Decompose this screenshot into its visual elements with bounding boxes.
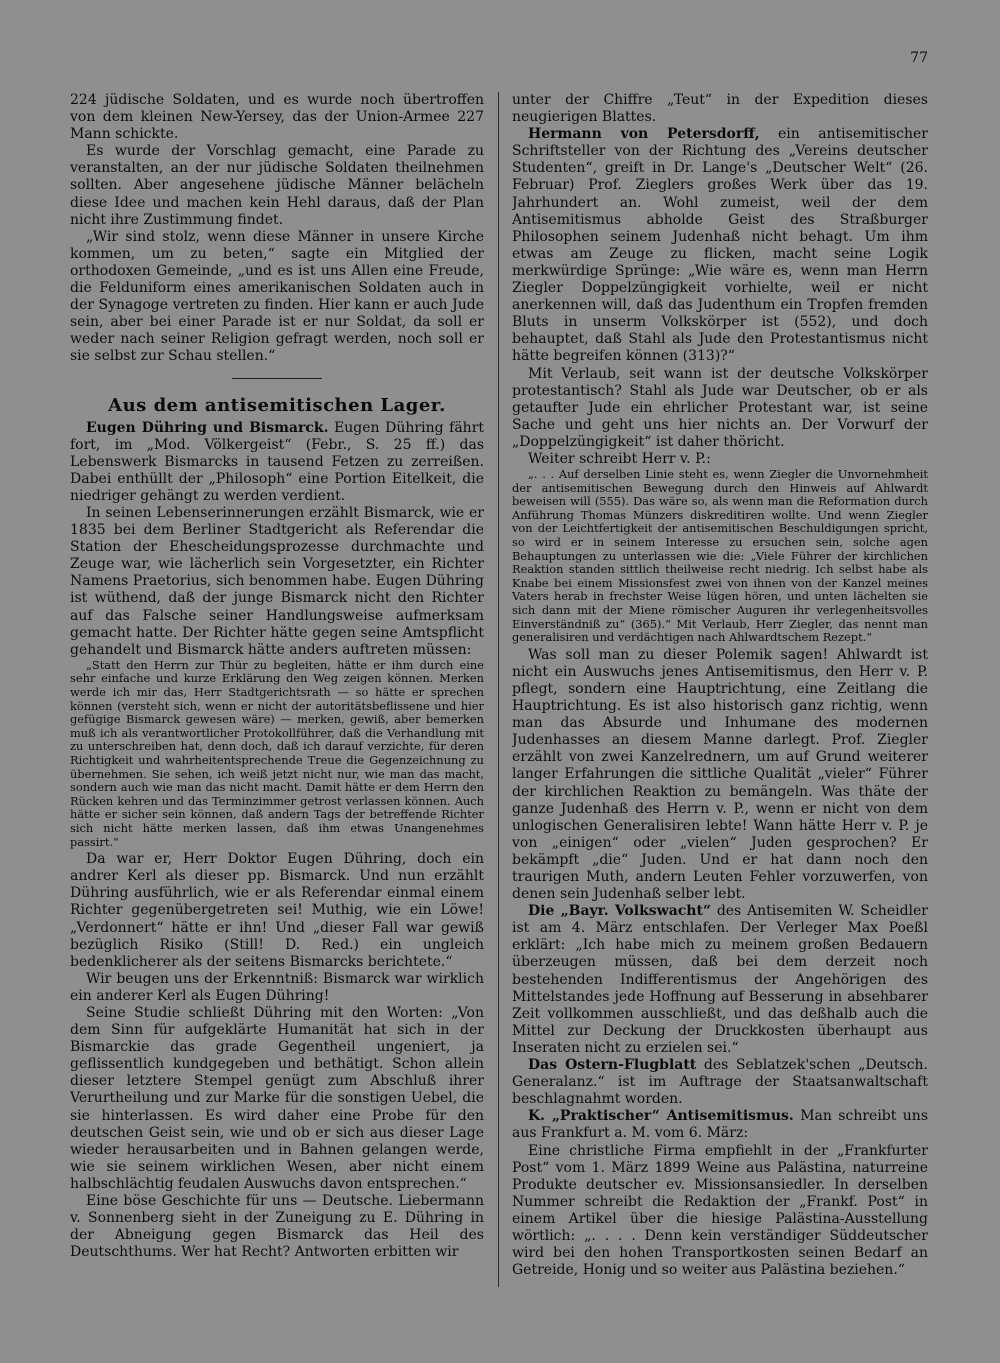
quote-block: „Statt den Herrn zur Thür zu begleiten, hätte er ihm durch eine sehr einfache und kurze Erklärung den Weg zeigen können. Merken werde ich mir das, Herr Stadtgerichtsrath — so hätte er sprechen können (versteht sich, wenn er nicht der autoritätsbeflissene und hier gefügige Bismarck gewesen wäre) — merken, gewiß, aber bemerken muß ich als verantwortlicher Protokollführer, daß die Verhandlung mit zu unterschreiben hat, denn doch, daß ich darauf verzichte, für deren Richtigkeit und wahrheitentsprechende Treue die Gegenzeichnung zu übernehmen. Sie sehen, ich weiß jetzt nicht nur, wie man das macht, sondern auch wie man das nicht macht. Damit hätte er dem Herrn den Rücken kehren und das Terminzimmer getrost verlassen können. Auch hätte er sicher sein können, daß andern Tags der betreffende Richter sich nicht hätte merken lassen, daß ihm etwas Unangenehmes passirt.“ xyxy=(70,657,484,849)
section-title: Aus dem antisemitischen Lager. xyxy=(108,394,446,416)
paragraph: Es wurde der Vorschlag gemacht, eine Parade zu veranstalten, an der nur jüdische Soldaten theilnehmen sollten. Aber angesehene jüdische Männer belächeln diese Idee und machen kein Hehl daraus, daß der Plan nicht ihre Zustimmung findet. xyxy=(70,143,484,228)
paragraph: Eine christliche Firma empfiehlt in der „Frankfurter Post“ vom 1. März 1899 Weine aus Palästina, naturreine Produkte deutscher ev. Missionsansiedler. In derselben Nummer schreibt die Redaktion der „Frankf. Post“ in einem Artikel über die hiesige Palästina-Ausstellung wörtlich: „. . . . Denn kein verständiger Süddeutscher wird bei den hohen Transportkosten seinen Bedarf an Getreide, Honig und so weiter aus Palästina beziehen.“ xyxy=(512,1142,928,1279)
article-lead: Die „Bayr. Volkswacht“ xyxy=(528,903,712,920)
paragraph: In seinen Lebenserinnerungen erzählt Bismarck, wie er 1835 bei dem Berliner Stadtgericht als Referendar die Station der Ehescheidungsprozesse durchmachte und Zeuge war, wie lächerlich sein Vorgesetzter, ein Richter Namens Praetorius, sich benommen habe. Eugen Dühring ist wüthend, daß der junge Bismarck nicht den Richter auf das Falsche seiner Handlungsweise aufmerksam gemacht hatte. Der Richter hätte gegen seine Amtspflicht gehandelt und Bismarck hätte anders auftreten müssen: xyxy=(70,504,484,658)
paragraph: Seine Studie schließt Dühring mit den Worten: „Von dem Sinn für aufgeklärte Humanität hat sich in der Bismarckie das grade Gegentheil ungeniert, ja geflissentlich kundgegeben und bethätigt. Schon allein dieser letztere Stempel genügt zum Abschluß ihrer Verurtheilung und zur Marke für die sonstigen Uebel, die sie hinterlassen. Es wird daher eine Probe für den deutschen Geist sein, wie und ob er sich aus dieser Lage wieder herausarbeiten und in Bahnen gelangen werde, wie sie seinem wirklichen Wesen, aber nicht einem halbschlächtig feudalen Auswuchs davon entsprechen.“ xyxy=(70,1004,484,1192)
paragraph: Das Ostern-Flugblatt des Seblatzek'schen „Deutsch. Generalanz.“ ist im Auftrage der Staatsanwaltschaft beschlagnahmt worden. xyxy=(512,1057,928,1108)
paragraph: 224 jüdische Soldaten, und es wurde noch übertroffen von dem kleinen New-Yersey, das der Union-Armee 227 Mann schickte. xyxy=(70,92,484,143)
column-divider xyxy=(498,92,499,1287)
paragraph: K. „Praktischer“ Antisemitismus. Man schreibt uns aus Frankfurt a. M. vom 6. März: xyxy=(512,1108,928,1142)
paragraph: Eine böse Geschichte für uns — Deutsche. Liebermann v. Sonnenberg sieht in der Zuneigung zu E. Dühring in der Abneigung gegen Bismarck das Heil des Deutschthums. Wer hat Recht? Antworten erbitten wir xyxy=(70,1193,484,1261)
paragraph: Wir beugen uns der Erkenntniß: Bismarck war wirklich ein anderer Kerl als Eugen Dühring! xyxy=(70,970,484,1004)
paragraph: Die „Bayr. Volkswacht“ des Antisemiten W. Scheidler ist am 4. März entschlafen. Der Verleger Max Poeßl erklärt: „Ich habe mich zu meinem großen Bedauern überzeugen müssen, daß bei dem derzeit noch bestehenden Indifferentismus der Angehörigen des Mittelstandes jede Hoffnung auf Besserung in absehbarer Zeit vollkommen ausschließt, und das deßhalb auch die Mittel zur Deckung der Druckkosten überhaupt aus Inseraten nicht zu erzielen sei.“ xyxy=(512,903,928,1056)
quote-block: „. . . Auf derselben Linie steht es, wenn Ziegler die Unvornehmheit der antisemitischen Bewegung durch den Hinweis auf Ahlwardt beweisen will (555). Das wäre so, als wenn man die Reformation durch Anführung Thomas Münzers diskreditiren wollte. Und wenn Ziegler von der Leichtfertigkeit der antisemitischen Beschuldigungen spricht, so wird er in seinem Interesse zu ersuchen sein, solche agen Behauptungen zu unterlassen wie die: „Viele Führer der kirchlichen Reaktion standen sittlich theilweise recht niedrig. Ich selbst habe als Knabe bei einem Missionsfest zwei von ihnen von der Kanzel meines Vaters herab in frechster Weise lügen hören, und unten lächelten sie sich dann mit der Miene römischer Auguren ihr verlegenheitsvolles Einverständniß zu“ (365).“ Mit Verlaub, Herr Ziegler, das nennt man generalisiren und verdächtigen nach Ahlwardtschem Rezept.“ xyxy=(512,467,928,645)
paragraph: „Wir sind stolz, wenn diese Männer in unsere Kirche kommen, um zu beten,“ sagte ein Mitglied der orthodoxen Gemeinde, „und es ist uns Allen eine Freude, die Felduniform eines amerikanischen Soldaten auch in der Synagoge vertreten zu finden. Hier kann er auch Jude sein, aber bei einer Parade ist er nur Soldat, da soll er weder nach seiner Religion gefragt werden, noch soll er sie selbst zur Schau stellen.“ xyxy=(70,228,484,365)
paragraph: Da war er, Herr Doktor Eugen Dühring, doch ein andrer Kerl als dieser pp. Bismarck. Und nun erzählt Dühring ausführlich, wie er als Referendar einmal einem Richter gegenübergetreten sei! Muthig, wie ein Löwe! „Verdonnert“ hätte er ihn! Und „dieser Fall war gewiß bezüglich Risiko (Still! D. Red.) ein ungleich bedenklicherer als der seitens Bismarcks berichtete.“ xyxy=(70,851,484,970)
paragraph: Was soll man zu dieser Polemik sagen! Ahlwardt ist nicht ein Auswuchs jenes Antisemitismus, den Herr v. P. pflegt, sondern eine Hauptrichtung, eine Zeitlang die Hauptrichtung. Es ist also historisch ganz richtig, wenn man das Absurde und Inhumane des modernen Judenhasses an diesem Manne darlegt. Prof. Ziegler erzählt von zwei Kanzelrednern, um auf Grund weiterer langer Erfahrungen die sittliche Qualität „vieler“ Führer der kirchlichen Reaktion zu bemängeln. Was thäte der ganze Judenhaß des Herrn v. P., wenn er nicht von dem unlogischen Generalisiren lebte! Wann hätte Herr v. P. je von „einigen“ oder „vielen“ Juden gesprochen? Er bekämpft „die“ Juden. Und er hat dann noch den traurigen Muth, andern Leuten Fehler vorzuwerfen, von denen sein Judenhaß selber lebt. xyxy=(512,646,928,903)
article-lead: Das Ostern-Flugblatt xyxy=(528,1057,697,1074)
article-lead: K. „Praktischer“ Antisemitismus. xyxy=(528,1108,794,1125)
paragraph: Mit Verlaub, seit wann ist der deutsche Volkskörper protestantisch? Stahl als Jude war Deutscher, ob er als getaufter Jude ein ehrlicher Protestant war, ist seine Sache und geht uns hier nichts an. Der Vorwurf der „Doppelzüngigkeit“ ist daher thöricht. xyxy=(512,365,928,450)
paragraph: Weiter schreibt Herr v. P.: xyxy=(528,450,711,467)
paragraph: Eugen Dühring und Bismarck. Eugen Dühring fährt fort, im „Mod. Völkergeist“ (Febr., S. 25 ff.) das Lebenswerk Bismarcks in tausend Fetzen zu zerreißen. Dabei enthüllt der „Philosoph“ eine Portion Eitelkeit, die niedriger gehängt zu werden verdient. xyxy=(70,419,484,504)
left-column xyxy=(70,92,484,1292)
article-lead: Eugen Dühring und Bismarck. xyxy=(86,419,329,436)
paragraph: Hermann von Petersdorff, ein antisemitischer Schriftsteller von der Richtung des „Vereins deutscher Studenten“, greift in Dr. Lange's „Deutscher Welt“ (26. Februar) Prof. Zieglers großes Werk über das 19. Jahrhundert an. Wohl zumeist, weil der dem Antisemitismus abholde Geist des Straßburger Philosophen seinem Judenhaß nicht behagt. Um ihm etwas am Zeuge zu flicken, macht seine Logik merkwürdige Sprünge: „Wie wäre es, wenn man Herrn Ziegler Doppelzüngigkeit vorhielte, weil er nicht anerkennen will, daß das Judenthum ein Tropfen fremden Bluts in unserm Volkskörper ist (552), und doch behauptet, daß Stahl als Jude den Protestantismus nicht hätte begreifen können (313)?“ xyxy=(512,126,928,365)
section-separator xyxy=(232,378,322,379)
article-lead: Hermann von Petersdorff, xyxy=(528,126,760,143)
paragraph: unter der Chiffre „Teut“ in der Expedition dieses neugierigen Blattes. xyxy=(512,92,928,126)
page-number: 77 xyxy=(910,50,928,66)
right-column xyxy=(512,92,928,1292)
